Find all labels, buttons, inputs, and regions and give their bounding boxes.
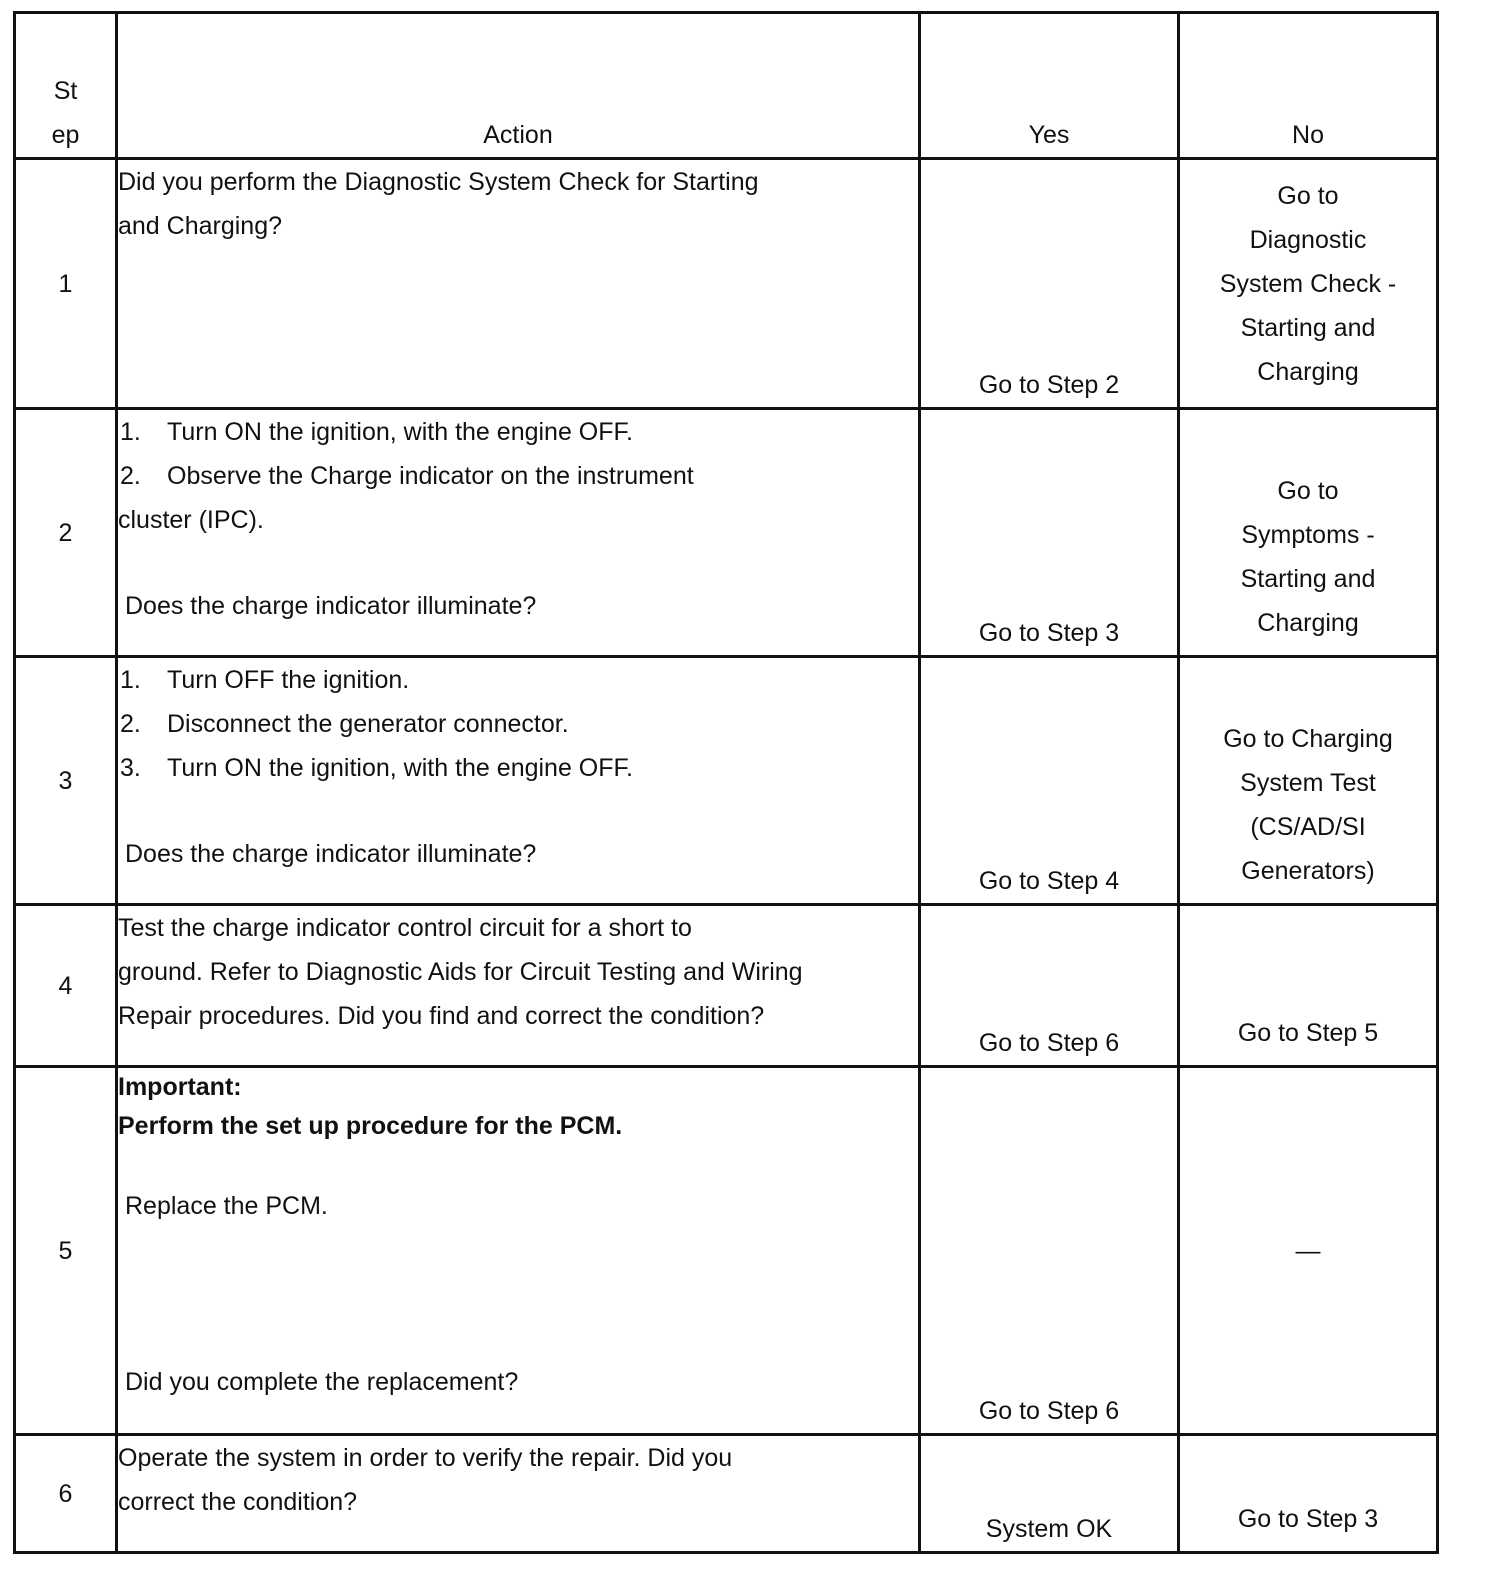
action-cell <box>117 1067 920 1435</box>
no-cell <box>1179 657 1438 905</box>
action-item <box>118 746 918 790</box>
action-question: Does the charge indicator illuminate? <box>125 592 537 620</box>
yes-cell: Go to Step 2 <box>920 159 1179 409</box>
yes-cell: Go to Step 6 <box>920 1067 1179 1435</box>
no-text: Charging <box>1257 609 1359 637</box>
yes-cell: Go to Step 6 <box>920 905 1179 1067</box>
yes-cell: Go to Step 4 <box>920 657 1179 905</box>
action-text: Repair procedures. Did you find and correct the condition? <box>118 1002 765 1030</box>
step-number: 1 <box>15 159 117 409</box>
header-step-line2: ep <box>51 121 80 149</box>
action-text: Operate the system in order to verify the repair. Did you <box>118 1444 733 1472</box>
diagnostic-table <box>13 11 1439 1554</box>
action-item <box>118 410 918 454</box>
no-text: System Test <box>1240 769 1376 797</box>
step-number: 5 <box>15 1067 117 1435</box>
action-text: ground. Refer to Diagnostic Aids for Circuit Testing and Wiring <box>118 958 803 986</box>
no-text: (CS/AD/SI <box>1250 813 1366 841</box>
action-item <box>118 702 918 746</box>
no-text: System Check - <box>1219 270 1397 298</box>
item-number: 1. <box>120 666 141 694</box>
no-cell: — <box>1179 1067 1438 1435</box>
action-text: cluster (IPC). <box>118 506 264 534</box>
table-row <box>15 657 1438 905</box>
no-text: Diagnostic <box>1249 226 1367 254</box>
no-cell: Go to Step 3 <box>1179 1435 1438 1553</box>
no-text: Charging <box>1257 358 1359 386</box>
header-row <box>15 13 1438 159</box>
important-label: Important: <box>118 1073 242 1101</box>
action-cell <box>117 1435 920 1553</box>
action-question: Did you complete the replacement? <box>125 1368 519 1396</box>
header-no: No <box>1179 13 1438 159</box>
no-text: Generators) <box>1241 857 1375 885</box>
no-text: Go to Charging <box>1223 725 1393 753</box>
table-row <box>15 159 1438 409</box>
action-question: Does the charge indicator illuminate? <box>125 840 537 868</box>
step-number: 6 <box>15 1435 117 1553</box>
item-text: Observe the Charge indicator on the instrument <box>167 462 694 490</box>
item-number: 2. <box>120 462 141 490</box>
no-cell <box>1179 159 1438 409</box>
action-text: correct the condition? <box>118 1488 358 1516</box>
item-text: Turn OFF the ignition. <box>167 666 410 694</box>
action-cell <box>117 657 920 905</box>
header-step <box>15 13 117 159</box>
no-cell <box>1179 409 1438 657</box>
no-text: Symptoms - <box>1241 521 1375 549</box>
no-text: Go to <box>1277 182 1339 210</box>
no-text: Go to <box>1277 477 1339 505</box>
table-row <box>15 905 1438 1067</box>
action-text: Test the charge indicator control circuit for a short to <box>118 914 692 942</box>
header-step-line1: St <box>53 77 78 105</box>
step-number: 2 <box>15 409 117 657</box>
item-number: 3. <box>120 754 141 782</box>
table-row <box>15 409 1438 657</box>
item-text: Turn ON the ignition, with the engine OFF. <box>167 418 633 446</box>
no-text: Starting and <box>1240 565 1376 593</box>
header-yes: Yes <box>920 13 1179 159</box>
yes-cell: System OK <box>920 1435 1179 1553</box>
item-number: 2. <box>120 710 141 738</box>
step-number: 4 <box>15 905 117 1067</box>
action-text: Did you perform the Diagnostic System Check for Starting <box>118 168 759 196</box>
header-action: Action <box>117 13 920 159</box>
action-item <box>118 658 918 702</box>
item-text: Turn ON the ignition, with the engine OFF. <box>167 754 633 782</box>
action-text: and Charging? <box>118 212 283 240</box>
item-number: 1. <box>120 418 141 446</box>
item-text: Disconnect the generator connector. <box>167 710 569 738</box>
table-row <box>15 1067 1438 1435</box>
no-text: Starting and <box>1240 314 1376 342</box>
action-item <box>118 454 918 498</box>
action-cell <box>117 905 920 1067</box>
step-number: 3 <box>15 657 117 905</box>
important-text: Perform the set up procedure for the PCM. <box>118 1112 623 1140</box>
action-cell <box>117 159 920 409</box>
table-row <box>15 1435 1438 1553</box>
action-cell <box>117 409 920 657</box>
no-cell: Go to Step 5 <box>1179 905 1438 1067</box>
yes-cell: Go to Step 3 <box>920 409 1179 657</box>
action-instruction: Replace the PCM. <box>125 1192 328 1220</box>
